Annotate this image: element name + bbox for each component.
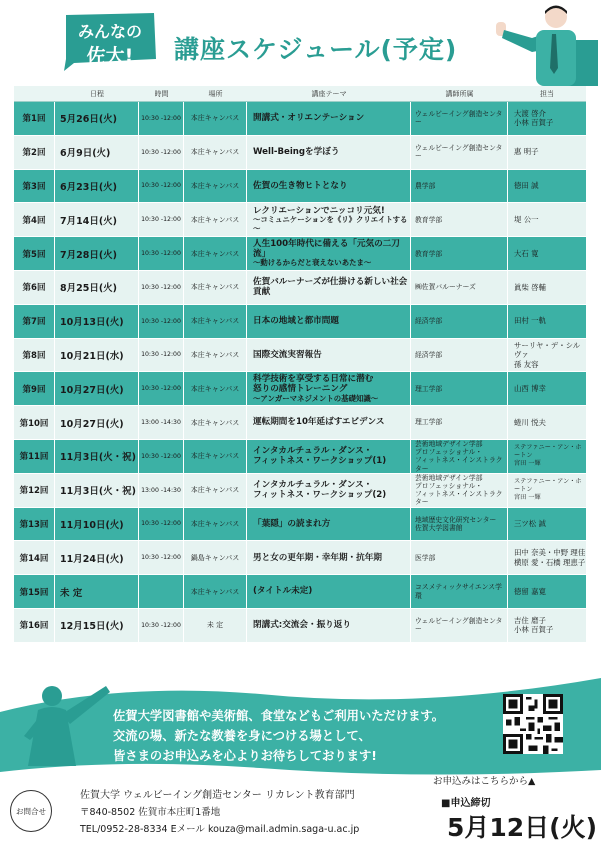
session-lecturer-text: 堤 公一 — [514, 214, 539, 224]
logo — [62, 13, 158, 71]
session-lecturer-text: 蜷川 悦夫 — [514, 417, 546, 427]
session-dept-text: 経済学部 — [415, 317, 443, 326]
session-date: 5月26日(火) — [55, 102, 139, 136]
session-theme-title: 男と女の更年期・幸年期・抗年期 — [253, 552, 382, 563]
session-place: 本庄キャンパス — [184, 508, 247, 542]
session-theme — [247, 508, 411, 542]
session-department — [411, 508, 508, 542]
session-lecturer — [508, 102, 586, 136]
session-theme — [247, 575, 411, 609]
session-lecturer-text: 三ツ松 誠 — [514, 519, 546, 529]
session-time: 10:30 -12:00 — [139, 237, 184, 271]
session-place: 本庄キャンパス — [184, 406, 247, 440]
session-date: 7月14日(火) — [55, 203, 139, 237]
session-number: 第7回 — [14, 305, 55, 339]
session-dept-text: ウェルビーイング創造センター — [415, 110, 503, 127]
table-row — [14, 237, 586, 271]
session-theme — [247, 474, 411, 508]
session-time: 10:30 -12:00 — [139, 203, 184, 237]
header — [0, 0, 601, 86]
session-theme-title: Well-Beingを学ぼう — [253, 147, 340, 158]
session-theme — [247, 440, 411, 474]
session-theme-title: インタカルチュラル・ダンス・ フィットネス・ワークショップ(1) — [253, 446, 387, 467]
session-date: 6月9日(火) — [55, 136, 139, 170]
session-theme — [247, 203, 411, 237]
session-place: 鍋島キャンパス — [184, 541, 247, 575]
session-theme — [247, 271, 411, 305]
table-row — [14, 203, 586, 237]
session-place: 本庄キャンパス — [184, 170, 247, 204]
session-time — [139, 575, 184, 609]
table-header — [14, 86, 586, 102]
col-header-date: 日程 — [90, 90, 104, 98]
session-date: 11月24日(火) — [55, 541, 139, 575]
session-place: 本庄キャンパス — [184, 339, 247, 373]
session-department — [411, 541, 508, 575]
session-department — [411, 609, 508, 643]
col-header-theme: 講座テーマ — [311, 90, 347, 98]
session-dept-text: 教育学部 — [415, 249, 443, 258]
session-lecturer-text: 大石 寛 — [514, 248, 539, 258]
col-header-no — [14, 86, 55, 101]
table-row — [14, 305, 586, 339]
session-theme-title: 開講式・オリエンテーション — [253, 113, 365, 124]
session-number: 第3回 — [14, 170, 55, 204]
session-date: 11月3日(火・祝) — [55, 474, 139, 508]
session-date: 11月10日(火) — [55, 508, 139, 542]
session-place: 本庄キャンパス — [184, 271, 247, 305]
table-row — [14, 440, 586, 474]
session-time: 10:30 -12:00 — [139, 271, 184, 305]
contact-block — [80, 788, 420, 838]
session-dept-text: コスメティックサイエンス学環 — [415, 583, 502, 600]
deadline-label: ■申込締切 — [441, 798, 491, 809]
session-date: 10月21日(水) — [55, 339, 139, 373]
deadline-date: 5月12日(火) — [447, 813, 598, 842]
session-theme-title: レクリエーションでニッコリ元気! — [253, 205, 385, 216]
session-lecturer-text: 眞柴 啓輔 — [514, 282, 546, 292]
session-lecturer — [508, 203, 586, 237]
session-theme — [247, 609, 411, 643]
session-lecturer-text: 徳留 嘉寛 — [514, 586, 546, 596]
session-place: 本庄キャンパス — [184, 440, 247, 474]
session-theme — [247, 102, 411, 136]
session-date: 未 定 — [55, 575, 139, 609]
session-date: 10月27日(火) — [55, 406, 139, 440]
session-theme — [247, 136, 411, 170]
session-dept-text: ウェルビーイング創造センター — [415, 144, 503, 161]
session-dept-text: 経済学部 — [415, 350, 443, 359]
session-time: 10:30 -12:00 — [139, 102, 184, 136]
session-number: 第5回 — [14, 237, 55, 271]
session-place: 本庄キャンパス — [184, 474, 247, 508]
session-department — [411, 271, 508, 305]
session-department — [411, 136, 508, 170]
session-place: 未 定 — [184, 609, 247, 643]
col-header-place: 場所 — [208, 90, 223, 98]
session-time: 13:00 -14:30 — [139, 406, 184, 440]
session-time: 10:30 -12:00 — [139, 440, 184, 474]
contact-badge: お問合せ — [10, 790, 52, 832]
session-lecturer-text: ステファニー・アン・ホートン 宮田 一輝 — [514, 444, 582, 468]
session-theme-subtitle: ～コミュニケーションを《リ》クリエイトする～ — [253, 215, 408, 233]
session-number: 第8回 — [14, 339, 55, 373]
session-department — [411, 305, 508, 339]
session-lecturer-text: 大渡 啓介 小林 百賀子 — [514, 108, 554, 128]
session-time: 10:30 -12:00 — [139, 305, 184, 339]
contact-organization: 佐賀大学 ウェルビーイング創造センター リカレント教育部門 — [80, 790, 355, 801]
session-lecturer-text: 吉住 磨子 小林 百賀子 — [514, 615, 554, 635]
welcoming-person-icon — [20, 680, 116, 772]
session-lecturer-text: 山西 博幸 — [514, 383, 546, 393]
contact-address: 〒840-8502 佐賀市本庄町1番地 — [80, 807, 221, 818]
session-theme — [247, 305, 411, 339]
session-number: 第12回 — [14, 474, 55, 508]
presenter-illustration-icon — [492, 2, 598, 86]
session-theme — [247, 372, 411, 406]
session-time: 10:30 -12:00 — [139, 339, 184, 373]
logo-text-line1: みんなの — [77, 22, 142, 41]
session-theme-title: インタカルチュラル・ダンス・ フィットネス・ワークショップ(2) — [253, 479, 387, 501]
session-time: 10:30 -12:00 — [139, 508, 184, 542]
session-place: 本庄キャンパス — [184, 136, 247, 170]
session-date: 7月28日(火) — [55, 237, 139, 271]
session-lecturer — [508, 372, 586, 406]
session-number: 第1回 — [14, 102, 55, 136]
table-row — [14, 136, 586, 170]
table-row — [14, 406, 586, 440]
session-lecturer — [508, 170, 586, 204]
session-date: 6月23日(火) — [55, 170, 139, 204]
session-theme — [247, 170, 411, 204]
session-place: 本庄キャンパス — [184, 372, 247, 406]
session-date: 10月27日(火) — [55, 372, 139, 406]
contact-tel-email[interactable]: TEL/0952-28-8334 Eメール kouza@mail.admin.saga-u.ac.jp — [80, 824, 360, 835]
info-line-2: 交流の場、新たな教養を身につける場として、 — [113, 729, 371, 743]
session-department — [411, 339, 508, 373]
qr-code-icon[interactable] — [503, 694, 563, 754]
session-theme — [247, 339, 411, 373]
table-body — [14, 102, 586, 643]
session-dept-text: 芸術地域デザイン学部 プロフェッショナル・ フィットネス・インストラクター — [415, 473, 503, 507]
session-lecturer — [508, 609, 586, 643]
session-dept-text: 理工学部 — [415, 418, 443, 427]
session-dept-text: ㈱佐賀バルーナーズ — [415, 283, 476, 292]
session-department — [411, 170, 508, 204]
table-row — [14, 102, 586, 136]
session-department — [411, 372, 508, 406]
table-row — [14, 575, 586, 609]
session-time: 13:00 -14:30 — [139, 474, 184, 508]
session-theme-subtitle: ～動けるからだと衰えないあたま～ — [253, 258, 372, 268]
info-line-1: 佐賀大学図書館や美術館、食堂などもご利用いただけます。 — [113, 709, 445, 723]
session-lecturer-text: 徳田 誠 — [514, 181, 539, 191]
session-lecturer — [508, 406, 586, 440]
schedule-table — [14, 86, 586, 663]
session-dept-text: 理工学部 — [415, 384, 443, 393]
table-row — [14, 271, 586, 305]
session-theme-title: (タイトル未定) — [253, 586, 313, 597]
table-row — [14, 508, 586, 542]
session-lecturer-text: 田村 一軌 — [514, 316, 546, 326]
table-row — [14, 474, 586, 508]
session-date: 10月13日(火) — [55, 305, 139, 339]
session-department — [411, 406, 508, 440]
page-title: 講座スケジュール(予定) — [174, 35, 458, 64]
table-row — [14, 339, 586, 373]
session-number: 第10回 — [14, 406, 55, 440]
session-lecturer — [508, 575, 586, 609]
session-theme-title: 日本の地域と都市問題 — [253, 316, 339, 327]
session-time: 10:30 -12:00 — [139, 170, 184, 204]
session-theme-title: 「葉隠」の読まれ方 — [253, 518, 331, 529]
table-row — [14, 372, 586, 406]
session-date: 8月25日(火) — [55, 271, 139, 305]
col-header-lecturer: 担当 — [540, 90, 554, 98]
table-row — [14, 170, 586, 204]
session-theme-title: 科学技術を享受する日常に潜む 怒りの感情トレーニング — [253, 374, 374, 395]
session-number: 第13回 — [14, 508, 55, 542]
session-lecturer-text: 田中 奈美・中野 理佳 横原 愛・石橋 理恵子 — [514, 548, 586, 567]
session-place: 本庄キャンパス — [184, 102, 247, 136]
apply-here-label: お申込みはこちらから▲ — [433, 776, 536, 787]
session-theme-title: 閉講式:交流会・振り返り — [253, 620, 351, 631]
session-dept-text: 農学部 — [415, 181, 436, 190]
table-row — [14, 541, 586, 575]
session-lecturer — [508, 440, 586, 474]
session-department — [411, 474, 508, 508]
session-time: 10:30 -12:00 — [139, 609, 184, 643]
session-place: 本庄キャンパス — [184, 575, 247, 609]
session-place: 本庄キャンパス — [184, 203, 247, 237]
session-lecturer — [508, 474, 586, 508]
session-date: 12月15日(火) — [55, 609, 139, 643]
session-theme-title: 運転期間を10年延ばすエビデンス — [253, 417, 385, 428]
logo-text-line2: 佐大! — [86, 45, 134, 67]
session-theme-subtitle: ～アンガーマネジメントの基礎知識～ — [253, 393, 379, 403]
session-time: 10:30 -12:00 — [139, 372, 184, 406]
session-lecturer — [508, 305, 586, 339]
session-department — [411, 575, 508, 609]
session-number: 第6回 — [14, 271, 55, 305]
session-dept-text: ウェルビーイング創造センター — [415, 617, 503, 634]
session-number: 第14回 — [14, 541, 55, 575]
session-number: 第9回 — [14, 372, 55, 406]
session-lecturer — [508, 339, 586, 373]
session-date: 11月3日(火・祝) — [55, 440, 139, 474]
info-message — [113, 706, 503, 766]
session-time: 10:30 -12:00 — [139, 136, 184, 170]
session-theme — [247, 406, 411, 440]
session-department — [411, 237, 508, 271]
session-dept-text: 医学部 — [415, 553, 436, 562]
session-theme-title: 佐賀バルーナーズが仕掛ける新しい社会貢献 — [253, 277, 408, 298]
session-number: 第4回 — [14, 203, 55, 237]
session-number: 第2回 — [14, 136, 55, 170]
session-dept-text: 教育学部 — [415, 215, 443, 224]
session-place: 本庄キャンパス — [184, 237, 247, 271]
session-lecturer — [508, 136, 586, 170]
session-department — [411, 203, 508, 237]
session-number: 第15回 — [14, 575, 55, 609]
session-theme — [247, 237, 411, 271]
session-lecturer — [508, 271, 586, 305]
session-lecturer-text: サーリヤ・デ・シルヴァ 孫 友容 — [514, 340, 581, 369]
session-lecturer-text: 惠 明子 — [514, 147, 539, 157]
session-theme-title: 国際交流実習報告 — [253, 349, 322, 360]
session-theme-title: 佐賀の生き物ヒトとなり — [253, 180, 348, 191]
session-place: 本庄キャンパス — [184, 305, 247, 339]
session-department — [411, 102, 508, 136]
session-lecturer — [508, 541, 586, 575]
session-theme-title: 人生100年時代に備える「元気の二刀流」 — [253, 238, 400, 260]
session-lecturer — [508, 508, 586, 542]
session-number: 第11回 — [14, 440, 55, 474]
col-header-dept: 講師所属 — [445, 90, 474, 98]
session-department — [411, 440, 508, 474]
session-number: 第16回 — [14, 609, 55, 643]
session-lecturer — [508, 237, 586, 271]
table-row — [14, 609, 586, 643]
info-line-3: 皆さまのお申込みを心よりお待ちしております! — [113, 749, 377, 763]
col-header-time: 時間 — [154, 90, 169, 98]
session-time: 10:30 -12:00 — [139, 541, 184, 575]
session-theme — [247, 541, 411, 575]
session-lecturer-text: ステファニー・アン・ホートン 宮田 一輝 — [514, 478, 582, 502]
session-dept-text: 地域歴史文化研究センター 佐賀大学図書館 — [415, 515, 497, 532]
session-dept-text: 芸術地域デザイン学部 プロフェッショナル・ フィットネス・インストラクター — [415, 440, 503, 473]
